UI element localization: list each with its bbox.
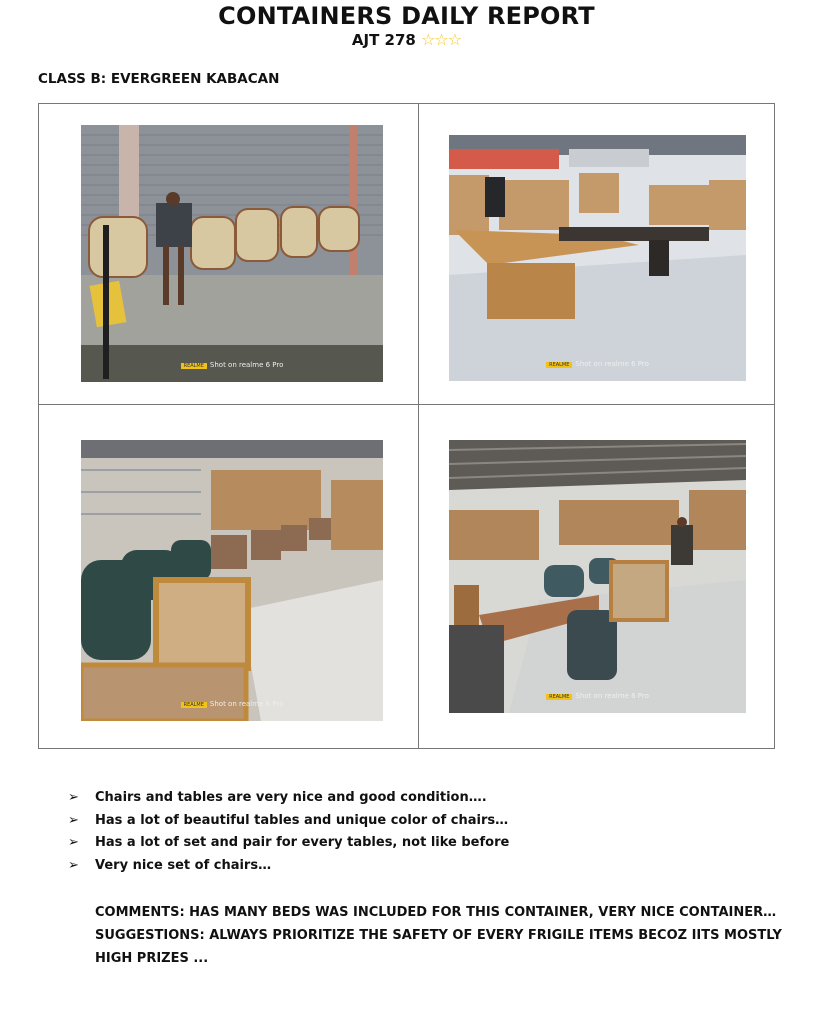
rating-stars-icon: ☆☆☆ [421,30,462,49]
grid-divider-vertical [418,104,419,748]
list-item: ➢ Very nice set of chairs… [68,855,509,878]
report-subtitle [0,30,813,49]
arrow-bullet-icon: ➢ [68,812,79,828]
list-item: ➢ Has a lot of set and pair for every tables, not like before [68,832,509,855]
suggestions-text-continued: HIGH PRIZES ... [95,951,209,966]
arrow-bullet-icon: ➢ [68,790,79,805]
photo-watermark: REALME Shot on realme 6 Pro [449,360,746,368]
photo-grid [38,103,775,749]
arrow-bullet-icon: ➢ [68,857,79,873]
photo-watermark: REALME Shot on realme 6 Pro [449,692,746,700]
photo-leather-chairs [81,440,383,721]
container-code: AJT 278 [351,31,416,49]
comments-block [95,901,785,970]
photo-warehouse-chairs [449,440,746,713]
class-label: CLASS B: EVERGREEN KABACAN [38,71,280,87]
photo-watermark: REALME Shot on realme 6 Pro [81,361,383,369]
observation-list [68,787,509,877]
list-item: ➢ Chairs and tables are very nice and good condition…. [68,787,509,810]
photo-sofas-outside [81,125,383,382]
grid-divider-horizontal [39,404,774,405]
list-item: ➢ Has a lot of beautiful tables and unique color of chairs… [68,810,509,833]
photo-watermark: REALME Shot on realme 6 Pro [81,700,383,708]
photo-warehouse-tables [449,135,746,381]
suggestions-text: SUGGESTIONS: ALWAYS PRIORITIZE THE SAFETY OF EVERY FRIGILE ITEMS BECOZ IITS MOSTLY [95,928,782,943]
arrow-bullet-icon: ➢ [68,835,79,850]
comments-text: COMMENTS: HAS MANY BEDS WAS INCLUDED FOR THIS CONTAINER, VERY NICE CONTAINER… [95,905,777,920]
report-title: CONTAINERS DAILY REPORT [218,2,595,30]
